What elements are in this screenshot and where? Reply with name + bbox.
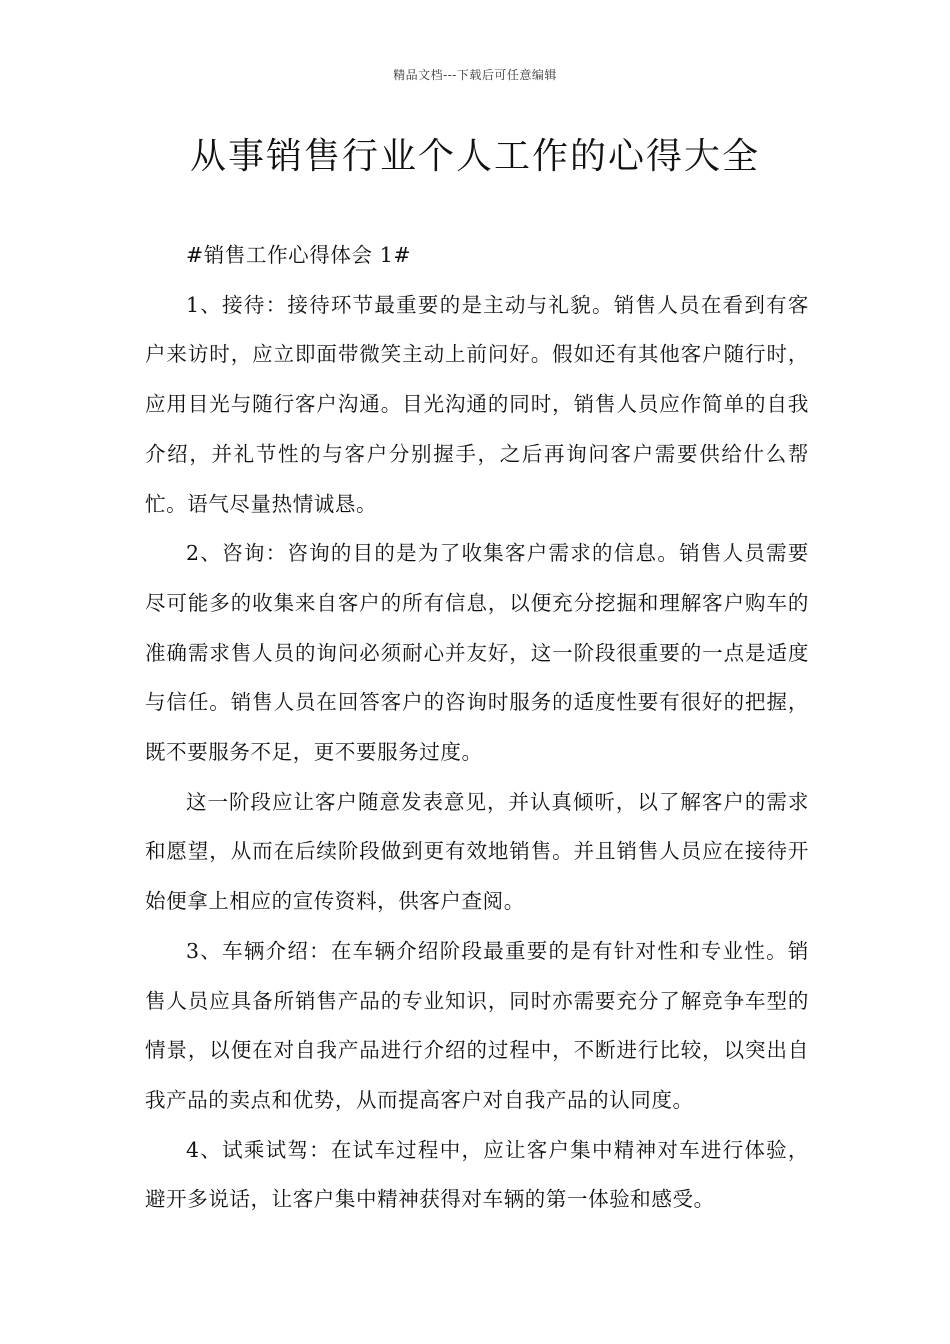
paragraph-vehicle-intro: 3、车辆介绍：在车辆介绍阶段最重要的是有针对性和专业性。销售人员应具备所销售产品的专业知识，同时亦需要充分了解竞争车型的情景，以便在对自我产品进行介绍的过程中，不断进行比较，以突出自我产品的卖点和优势，从而提高客户对自我产品的认同度。 bbox=[145, 938, 809, 1112]
paragraph-test-drive: 4、试乘试驾：在试车过程中，应让客户集中精神对车进行体验，避开多说话，让客户集中精神获得对车辆的第一体验和感受。 bbox=[145, 1137, 809, 1212]
page-title: 从事销售行业个人工作的心得大全 bbox=[189, 136, 760, 177]
paragraph-consultation: 2、咨询：咨询的目的是为了收集客户需求的信息。销售人员需要尽可能多的收集来自客户的所有信息，以便充分挖掘和理解客户购车的准确需求售人员的询问必须耐心并友好，这一阶段很重要的一点是适度与信任。销售人员在回答客户的咨询时服务的适度性要有很好的把握，既不要服务不足，更不要服务过度。 bbox=[145, 541, 809, 765]
document-body bbox=[145, 231, 809, 1225]
paragraph-listening: 这一阶段应让客户随意发表意见，并认真倾听，以了解客户的需求和愿望，从而在后续阶段做到更有效地销售。并且销售人员应在接待开始便拿上相应的宣传资料，供客户查阅。 bbox=[145, 789, 809, 914]
section-heading: #销售工作心得体会 1# bbox=[186, 243, 412, 267]
paragraph-reception: 1、接待：接待环节最重要的是主动与礼貌。销售人员在看到有客户来访时，应立即面带微笑主动上前问好。假如还有其他客户随行时，应用目光与随行客户沟通。目光沟通的同时，销售人员应作简单的自我介绍，并礼节性的与客户分别握手，之后再询问客户需要供给什么帮忙。语气尽量热情诚恳。 bbox=[145, 292, 809, 516]
header-note: 精品文档---下载后可任意编辑 bbox=[393, 68, 557, 82]
